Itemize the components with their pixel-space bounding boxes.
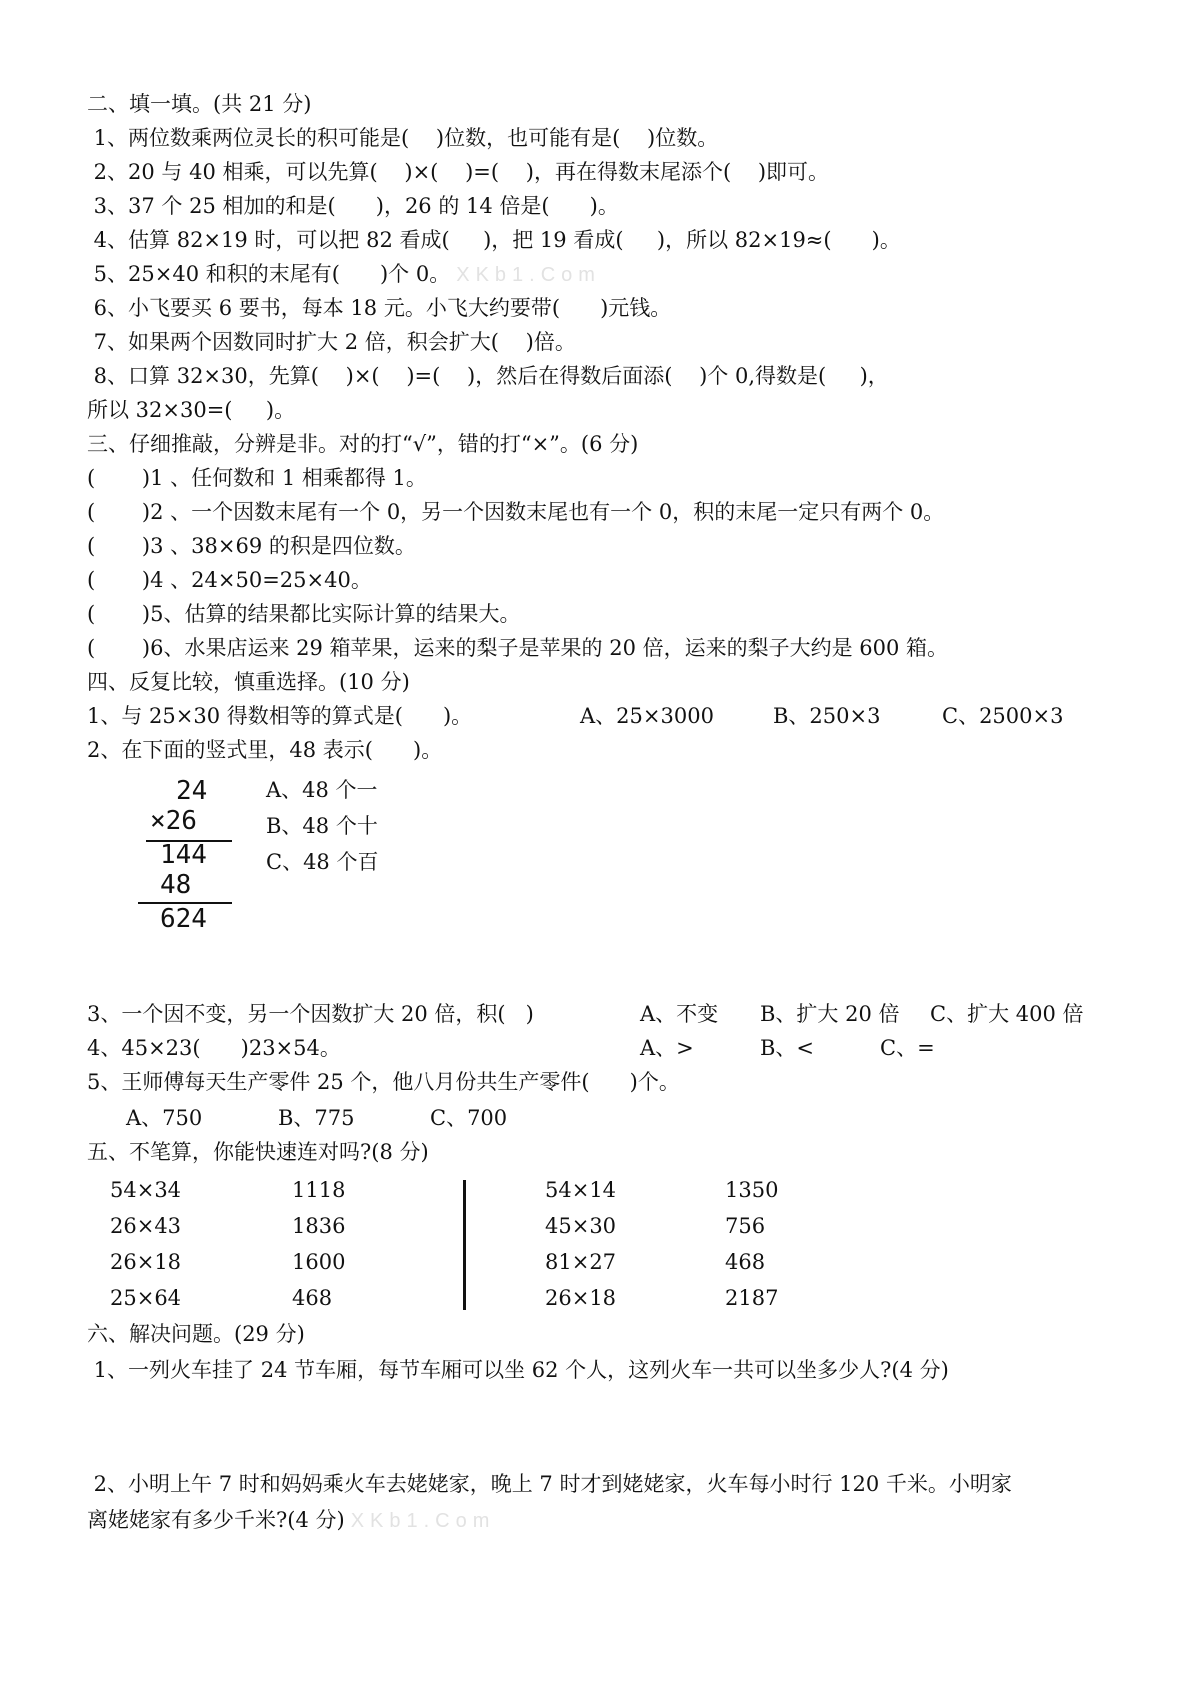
match-left-value: 1600 (292, 1250, 346, 1274)
problem-q2-line1: 2、小明上午 7 时和妈妈乘火车去姥姥家，晚上 7 时才到姥姥家，火车每小时行 120 千米。小明家 (87, 1472, 1012, 1496)
fill-q6: 6、小飞要买 6 要书，每本 18 元。小飞大约要带( )元钱。 (87, 296, 672, 320)
fill-q3: 3、37 个 25 相加的和是( )，26 的 14 倍是( )。 (87, 194, 619, 218)
match-right-expr: 45×30 (545, 1214, 617, 1238)
match-right-expr: 54×14 (545, 1178, 617, 1202)
choice-q4-option-c: C、= (880, 1036, 935, 1060)
fill-q5-line (87, 260, 601, 289)
section-4-title: 四、反复比较，慎重选择。(10 分) (87, 670, 410, 694)
choice-q2-option-a: A、48 个一 (266, 778, 378, 802)
choice-q5-option-b: B、775 (278, 1106, 355, 1130)
vert-product: 624 (160, 904, 207, 934)
section-5-title: 五、不笔算，你能快速连对吗?(8 分) (87, 1140, 429, 1164)
match-left-expr: 54×34 (110, 1178, 182, 1202)
choice-q2-option-b: B、48 个十 (266, 814, 378, 838)
choice-q3-option-a: A、不变 (640, 1002, 719, 1026)
fill-q5: 5、25×40 和积的末尾有( )个 0。 (87, 262, 451, 286)
fill-q1: 1、两位数乘两位灵长的积可能是( )位数，也可能有是( )位数。 (87, 126, 719, 150)
judge-q1: ( )1 、任何数和 1 相乘都得 1。 (87, 466, 427, 490)
fill-q2: 2、20 与 40 相乘，可以先算( )×( )=( )，再在得数末尾添个( )即可。 (87, 160, 830, 184)
choice-q3-option-b: B、扩大 20 倍 (760, 1002, 900, 1026)
match-right-value: 756 (725, 1214, 766, 1238)
watermark: XKb1.Com (456, 264, 601, 286)
choice-q4: 4、45×23( )23×54。 (87, 1036, 341, 1060)
choice-q4-option-a: A、> (640, 1036, 694, 1060)
match-left-expr: 26×43 (110, 1214, 182, 1238)
match-right-value: 468 (725, 1250, 766, 1274)
vert-multiplicand: 24 (176, 776, 208, 806)
section-2-title: 二、填一填。(共 21 分) (87, 92, 312, 116)
match-right-value: 2187 (725, 1286, 779, 1310)
fill-q4: 4、估算 82×19 时，可以把 82 看成( )，把 19 看成( )，所以 82×19≈( )。 (87, 228, 901, 252)
judge-q2: ( )2 、一个因数末尾有一个 0，另一个因数末尾也有一个 0，积的末尾一定只有两个 0。 (87, 500, 945, 524)
judge-q3: ( )3 、38×69 的积是四位数。 (87, 534, 416, 558)
section-6-title: 六、解决问题。(29 分) (87, 1322, 305, 1346)
choice-q5-option-a: A、750 (126, 1106, 203, 1130)
choice-q3: 3、一个因不变，另一个因数扩大 20 倍，积( ) (87, 1002, 534, 1026)
match-right-value: 1350 (725, 1178, 779, 1202)
choice-q3-option-c: C、扩大 400 倍 (930, 1002, 1084, 1026)
fill-q8-line2: 所以 32×30=( )。 (87, 398, 296, 422)
match-left-value: 1118 (292, 1178, 346, 1202)
choice-q1-option-a: A、25×3000 (580, 704, 714, 728)
choice-q1-option-c: C、2500×3 (942, 704, 1064, 728)
judge-q6: ( )6、水果店运来 29 箱苹果，运来的梨子是苹果的 20 倍，运来的梨子大约是 600 箱。 (87, 636, 949, 660)
match-left-expr: 25×64 (110, 1286, 182, 1310)
match-right-expr: 81×27 (545, 1250, 617, 1274)
vert-multiplier: ×26 (150, 806, 197, 836)
match-right-expr: 26×18 (545, 1286, 617, 1310)
match-divider (463, 1180, 466, 1310)
choice-q1: 1、与 25×30 得数相等的算式是( )。 (87, 704, 473, 728)
watermark: XKb1.Com (350, 1510, 496, 1532)
match-left-value: 1836 (292, 1214, 346, 1238)
problem-q2-line2-wrap (87, 1506, 495, 1535)
choice-q2: 2、在下面的竖式里，48 表示( )。 (87, 738, 443, 762)
fill-q7: 7、如果两个因数同时扩大 2 倍，积会扩大( )倍。 (87, 330, 576, 354)
problem-q1: 1、一列火车挂了 24 节车厢，每节车厢可以坐 62 个人，这列火车一共可以坐多少人?(4 分) (87, 1358, 949, 1382)
match-left-value: 468 (292, 1286, 333, 1310)
choice-q5-option-c: C、700 (430, 1106, 508, 1130)
judge-q5: ( )5、估算的结果都比实际计算的结果大。 (87, 602, 521, 626)
choice-q4-option-b: B、< (760, 1036, 815, 1060)
vert-partial-1: 144 (160, 840, 207, 870)
choice-q5: 5、王师傅每天生产零件 25 个，他八月份共生产零件( )个。 (87, 1070, 680, 1094)
vert-partial-2: 48 (160, 870, 192, 900)
choice-q2-option-c: C、48 个百 (266, 850, 379, 874)
match-left-expr: 26×18 (110, 1250, 182, 1274)
problem-q2-line2: 离姥姥家有多少千米?(4 分) (87, 1508, 345, 1532)
judge-q4: ( )4 、24×50=25×40。 (87, 568, 372, 592)
section-3-title: 三、仔细推敲，分辨是非。对的打“√”，错的打“×”。(6 分) (87, 432, 639, 456)
choice-q1-option-b: B、250×3 (773, 704, 881, 728)
fill-q8-line1: 8、口算 32×30，先算( )×( )=( )，然后在得数后面添( )个 0,得数是( )， (87, 364, 889, 388)
